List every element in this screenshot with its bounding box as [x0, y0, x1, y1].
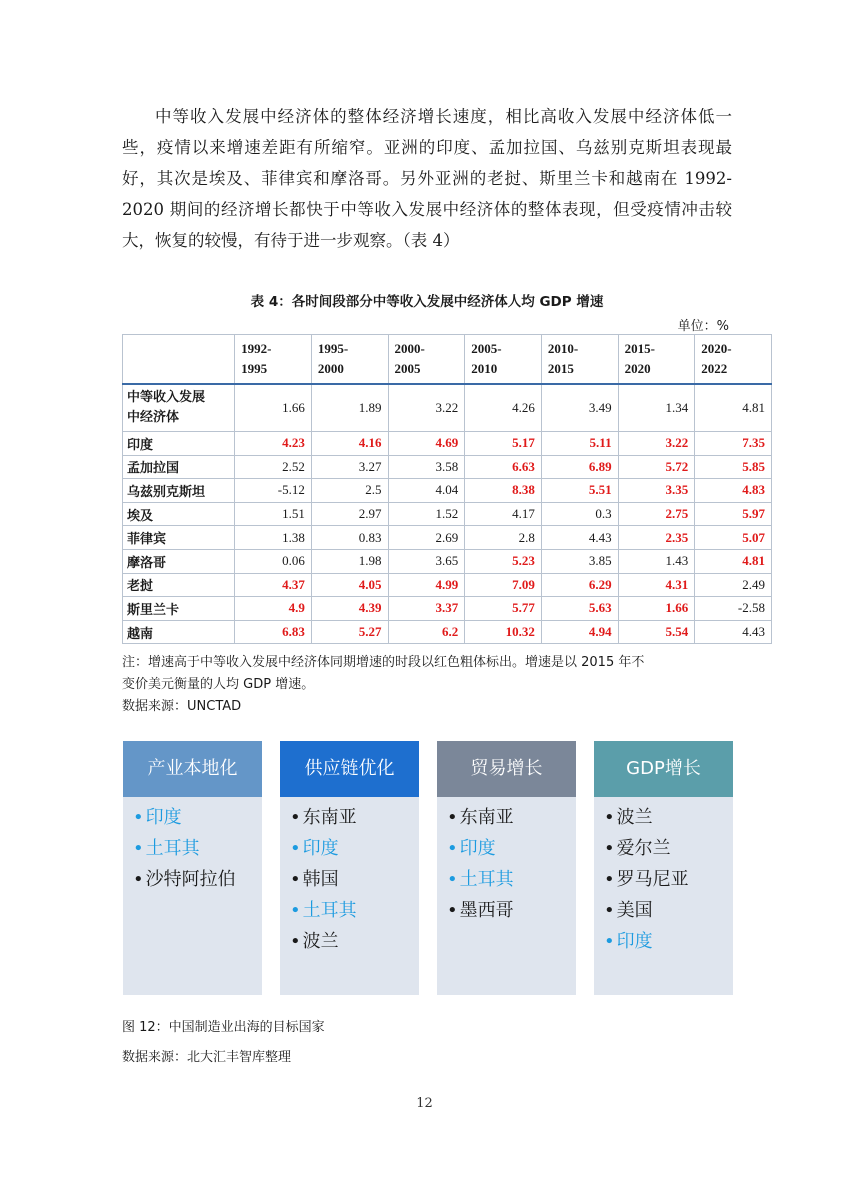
- country-item: • 土耳其: [290, 900, 357, 921]
- growth-value: -2.58: [695, 597, 772, 621]
- bullet-icon: •: [133, 869, 144, 890]
- growth-value-highlighted: 4.37: [235, 573, 312, 597]
- country-item: • 印度: [290, 838, 339, 859]
- growth-value: 4.26: [465, 384, 542, 432]
- bullet-icon: •: [290, 900, 301, 921]
- economy-name-cell: 埃及: [123, 502, 235, 526]
- target-countries-diagram: [123, 741, 733, 995]
- country-item: • 印度: [133, 807, 182, 828]
- growth-value-highlighted: 8.38: [465, 479, 542, 503]
- growth-value-highlighted: 10.32: [465, 620, 542, 644]
- growth-value-highlighted: 4.31: [618, 573, 695, 597]
- bullet-icon: •: [447, 807, 458, 828]
- growth-value: 2.8: [465, 526, 542, 550]
- period-header: 2005- 2010: [465, 335, 542, 385]
- economy-name-cell: 斯里兰卡: [123, 597, 235, 621]
- table-corner-cell: [123, 335, 235, 385]
- growth-value: 3.22: [388, 384, 465, 432]
- growth-value: 4.17: [465, 502, 542, 526]
- bullet-icon: •: [290, 807, 301, 828]
- country-item: • 波兰: [290, 931, 339, 952]
- diagram-column-title: 贸易增长: [437, 741, 576, 797]
- growth-value: 3.58: [388, 455, 465, 479]
- growth-value-highlighted: 5.54: [618, 620, 695, 644]
- growth-value: 1.66: [235, 384, 312, 432]
- growth-value-highlighted: 4.99: [388, 573, 465, 597]
- bullet-icon: •: [604, 807, 615, 828]
- country-item: • 印度: [604, 931, 653, 952]
- growth-value-highlighted: 5.85: [695, 455, 772, 479]
- growth-value-highlighted: 1.66: [618, 597, 695, 621]
- table-row: [123, 432, 772, 456]
- bullet-icon: •: [604, 869, 615, 890]
- table-note: [122, 652, 722, 718]
- growth-value-highlighted: 4.94: [541, 620, 618, 644]
- country-item: • 印度: [447, 838, 496, 859]
- growth-value: 2.49: [695, 573, 772, 597]
- figure-caption: 图 12：中国制造业出海的目标国家: [122, 1020, 325, 1035]
- growth-value: 3.85: [541, 549, 618, 573]
- growth-value: 1.89: [311, 384, 388, 432]
- period-header: 2015- 2020: [618, 335, 695, 385]
- table-row: [123, 526, 772, 550]
- growth-value: 2.52: [235, 455, 312, 479]
- diagram-country-list: [594, 797, 733, 957]
- gdp-growth-table: [122, 334, 772, 644]
- growth-value-highlighted: 5.77: [465, 597, 542, 621]
- country-item: • 美国: [604, 900, 653, 921]
- growth-value-highlighted: 7.35: [695, 432, 772, 456]
- diagram-country-list: [123, 797, 262, 895]
- growth-value: 4.04: [388, 479, 465, 503]
- growth-value-highlighted: 4.81: [695, 549, 772, 573]
- growth-value: 3.49: [541, 384, 618, 432]
- table-title: 表 4：各时间段部分中等收入发展中经济体人均 GDP 增速: [250, 294, 604, 310]
- growth-value-highlighted: 6.89: [541, 455, 618, 479]
- growth-value-highlighted: 3.37: [388, 597, 465, 621]
- bullet-icon: •: [447, 869, 458, 890]
- growth-value-highlighted: 5.07: [695, 526, 772, 550]
- economy-name-cell: 摩洛哥: [123, 549, 235, 573]
- bullet-icon: •: [133, 807, 144, 828]
- growth-value: 1.38: [235, 526, 312, 550]
- growth-value: 0.06: [235, 549, 312, 573]
- growth-value-highlighted: 6.83: [235, 620, 312, 644]
- growth-value-highlighted: 3.22: [618, 432, 695, 456]
- economy-name-cell: 菲律宾: [123, 526, 235, 550]
- economy-name-cell: 老挝: [123, 573, 235, 597]
- bullet-icon: •: [447, 838, 458, 859]
- bullet-icon: •: [447, 900, 458, 921]
- note-line: 变价美元衡量的人均 GDP 增速。: [122, 677, 315, 692]
- growth-value: 1.43: [618, 549, 695, 573]
- growth-value-highlighted: 5.27: [311, 620, 388, 644]
- diagram-column: [437, 741, 576, 995]
- country-item: • 沙特阿拉伯: [133, 869, 236, 890]
- growth-value-highlighted: 3.35: [618, 479, 695, 503]
- country-item: • 韩国: [290, 869, 339, 890]
- growth-value-highlighted: 5.72: [618, 455, 695, 479]
- diagram-column-title: GDP增长: [594, 741, 733, 797]
- growth-value-highlighted: 6.29: [541, 573, 618, 597]
- growth-value-highlighted: 2.35: [618, 526, 695, 550]
- bullet-icon: •: [133, 838, 144, 859]
- diagram-column: [123, 741, 262, 995]
- bullet-icon: •: [290, 869, 301, 890]
- growth-value-highlighted: 6.63: [465, 455, 542, 479]
- growth-value-highlighted: 5.51: [541, 479, 618, 503]
- period-header: 2020- 2022: [695, 335, 772, 385]
- table-row: [123, 384, 772, 432]
- economy-name-cell: 乌兹别克斯坦: [123, 479, 235, 503]
- growth-value-highlighted: 4.05: [311, 573, 388, 597]
- country-item: • 爱尔兰: [604, 838, 671, 859]
- bullet-icon: •: [604, 900, 615, 921]
- growth-value: 3.27: [311, 455, 388, 479]
- growth-value-highlighted: 4.69: [388, 432, 465, 456]
- growth-value: 3.65: [388, 549, 465, 573]
- table-unit: 单位：%: [677, 319, 729, 334]
- growth-value: 1.52: [388, 502, 465, 526]
- growth-value: 4.43: [695, 620, 772, 644]
- growth-value-highlighted: 2.75: [618, 502, 695, 526]
- growth-value-highlighted: 5.23: [465, 549, 542, 573]
- growth-value-highlighted: 5.17: [465, 432, 542, 456]
- bullet-icon: •: [604, 838, 615, 859]
- growth-value-highlighted: 4.16: [311, 432, 388, 456]
- country-item: • 波兰: [604, 807, 653, 828]
- growth-value: 1.98: [311, 549, 388, 573]
- growth-value-highlighted: 4.9: [235, 597, 312, 621]
- table-row: [123, 549, 772, 573]
- growth-value: 1.51: [235, 502, 312, 526]
- growth-value: 4.43: [541, 526, 618, 550]
- diagram-column-title: 产业本地化: [123, 741, 262, 797]
- bullet-icon: •: [290, 838, 301, 859]
- table-row: [123, 455, 772, 479]
- page-number: 12: [416, 1096, 433, 1111]
- table-row: [123, 573, 772, 597]
- paragraph-text: 中等收入发展中经济体的整体经济增长速度，相比高收入发展中经济体低一些，疫情以来增速差距有所缩窄。亚洲的印度、孟加拉国、乌兹别克斯坦表现最好，其次是埃及、菲律宾和摩洛哥。另外亚洲的老挝、斯里兰卡和越南在 1992-2020 期间的经济增长都快于中等收入发展中经济体的整体表现，但受疫情冲击较大，恢复的较慢，有待于进一步观察。（表 4）: [122, 107, 732, 250]
- body-paragraph: [122, 101, 732, 256]
- growth-value: 0.83: [311, 526, 388, 550]
- growth-value-highlighted: 7.09: [465, 573, 542, 597]
- country-item: • 土耳其: [133, 838, 200, 859]
- table-row: [123, 502, 772, 526]
- country-item: • 东南亚: [290, 807, 357, 828]
- growth-value-highlighted: 5.97: [695, 502, 772, 526]
- table-row: [123, 597, 772, 621]
- economy-name-cell: 越南: [123, 620, 235, 644]
- growth-value-highlighted: 5.63: [541, 597, 618, 621]
- growth-value-highlighted: 4.39: [311, 597, 388, 621]
- table-row: [123, 479, 772, 503]
- diagram-column: [594, 741, 733, 995]
- growth-value: -5.12: [235, 479, 312, 503]
- growth-value-highlighted: 6.2: [388, 620, 465, 644]
- table-source: 数据来源：UNCTAD: [122, 699, 242, 714]
- growth-value: 2.69: [388, 526, 465, 550]
- table-header-row: [123, 335, 772, 385]
- period-header: 2000- 2005: [388, 335, 465, 385]
- country-item: • 墨西哥: [447, 900, 514, 921]
- economy-name-cell: 孟加拉国: [123, 455, 235, 479]
- bullet-icon: •: [290, 931, 301, 952]
- growth-value: 2.97: [311, 502, 388, 526]
- growth-value: 0.3: [541, 502, 618, 526]
- diagram-column: [280, 741, 419, 995]
- period-header: 2010- 2015: [541, 335, 618, 385]
- economy-name-cell: 中等收入发展 中经济体: [123, 384, 235, 432]
- country-item: • 东南亚: [447, 807, 514, 828]
- period-header: 1992- 1995: [235, 335, 312, 385]
- economy-name-cell: 印度: [123, 432, 235, 456]
- growth-value-highlighted: 5.11: [541, 432, 618, 456]
- country-item: • 土耳其: [447, 869, 514, 890]
- growth-value: 4.81: [695, 384, 772, 432]
- note-line: 注：增速高于中等收入发展中经济体同期增速的时段以红色粗体标出。增速是以 2015 年不: [122, 655, 645, 670]
- diagram-column-title: 供应链优化: [280, 741, 419, 797]
- diagram-country-list: [437, 797, 576, 926]
- figure-source: 数据来源：北大汇丰智库整理: [122, 1050, 292, 1065]
- growth-value-highlighted: 4.83: [695, 479, 772, 503]
- growth-value-highlighted: 4.23: [235, 432, 312, 456]
- country-item: • 罗马尼亚: [604, 869, 689, 890]
- growth-value: 1.34: [618, 384, 695, 432]
- period-header: 1995- 2000: [311, 335, 388, 385]
- growth-value: 2.5: [311, 479, 388, 503]
- bullet-icon: •: [604, 931, 615, 952]
- diagram-country-list: [280, 797, 419, 957]
- table-row: [123, 620, 772, 644]
